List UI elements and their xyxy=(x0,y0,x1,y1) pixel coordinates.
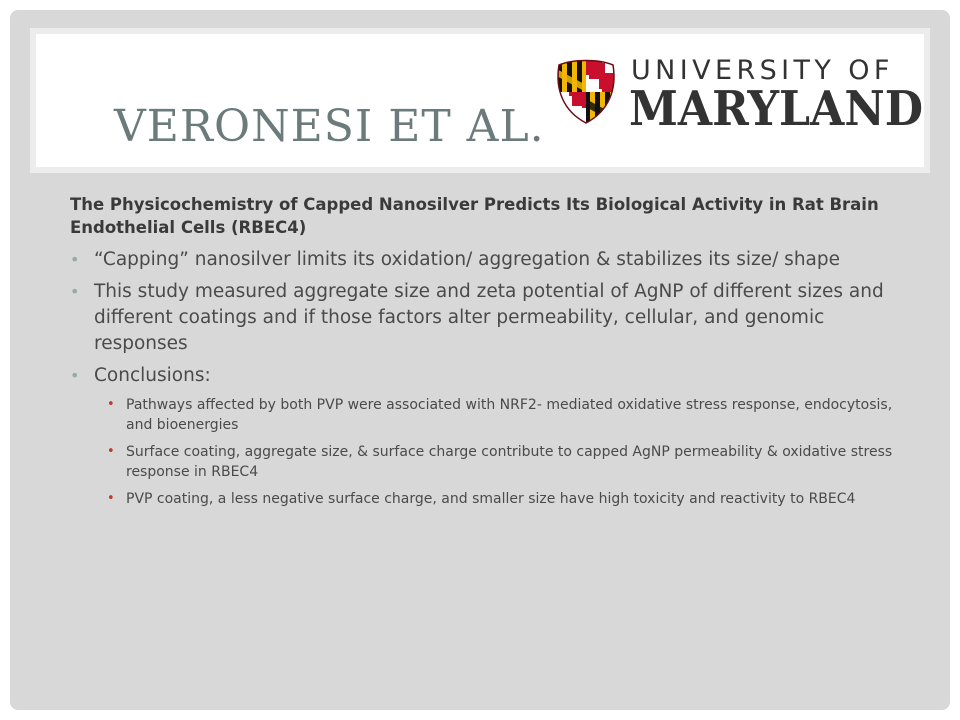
bullet-marker: • xyxy=(70,366,80,385)
title-band xyxy=(30,28,930,173)
bullet-text: “Capping” nanosilver limits its oxidation/ aggregation & stabilizes its size/ shape xyxy=(94,249,841,270)
logo-line-university-of: UNIVERSITY OF xyxy=(631,55,894,86)
bullet-list xyxy=(70,247,900,509)
bullet-item xyxy=(70,279,900,357)
bullet-item xyxy=(70,363,900,509)
sub-bullet-marker: • xyxy=(107,397,115,412)
slide xyxy=(10,10,950,710)
slide-content xyxy=(70,193,900,516)
sub-bullet-text: Pathways affected by both PVP were associated with NRF2- mediated oxidative stress response, endocytosis, and bioenergies xyxy=(126,397,893,433)
sub-bullet-item xyxy=(94,395,900,435)
sub-bullet-item xyxy=(94,489,900,509)
bullet-text: Conclusions: xyxy=(94,365,211,386)
paper-title: The Physicochemistry of Capped Nanosilver Predicts Its Biological Activity in Rat Brain Endothelial Cells (RBEC4) xyxy=(70,195,879,237)
sub-bullet-marker: • xyxy=(107,444,115,459)
bullet-item xyxy=(70,247,900,273)
sub-bullet-text: Surface coating, aggregate size, & surface charge contribute to capped AgNP permeability & oxidative stress response in RBEC4 xyxy=(126,444,893,480)
slide-title: VERONESI ET AL. xyxy=(114,101,545,152)
bullet-marker: • xyxy=(70,250,80,269)
logo-line-maryland: MARYLAND xyxy=(629,81,923,137)
bullet-marker: • xyxy=(70,282,80,301)
sub-bullet-list xyxy=(94,395,900,509)
maryland-flag-shield-icon xyxy=(553,59,619,125)
sub-bullet-item xyxy=(94,442,900,482)
university-logo xyxy=(553,51,950,141)
bullet-text: This study measured aggregate size and zeta potential of AgNP of different sizes and different coatings and if those factors alter permeability, cellular, and genomic responses xyxy=(94,281,884,354)
sub-bullet-marker: • xyxy=(107,491,115,506)
sub-bullet-text: PVP coating, a less negative surface charge, and smaller size have high toxicity and reactivity to RBEC4 xyxy=(126,491,856,507)
logo-wordmark xyxy=(631,51,950,141)
